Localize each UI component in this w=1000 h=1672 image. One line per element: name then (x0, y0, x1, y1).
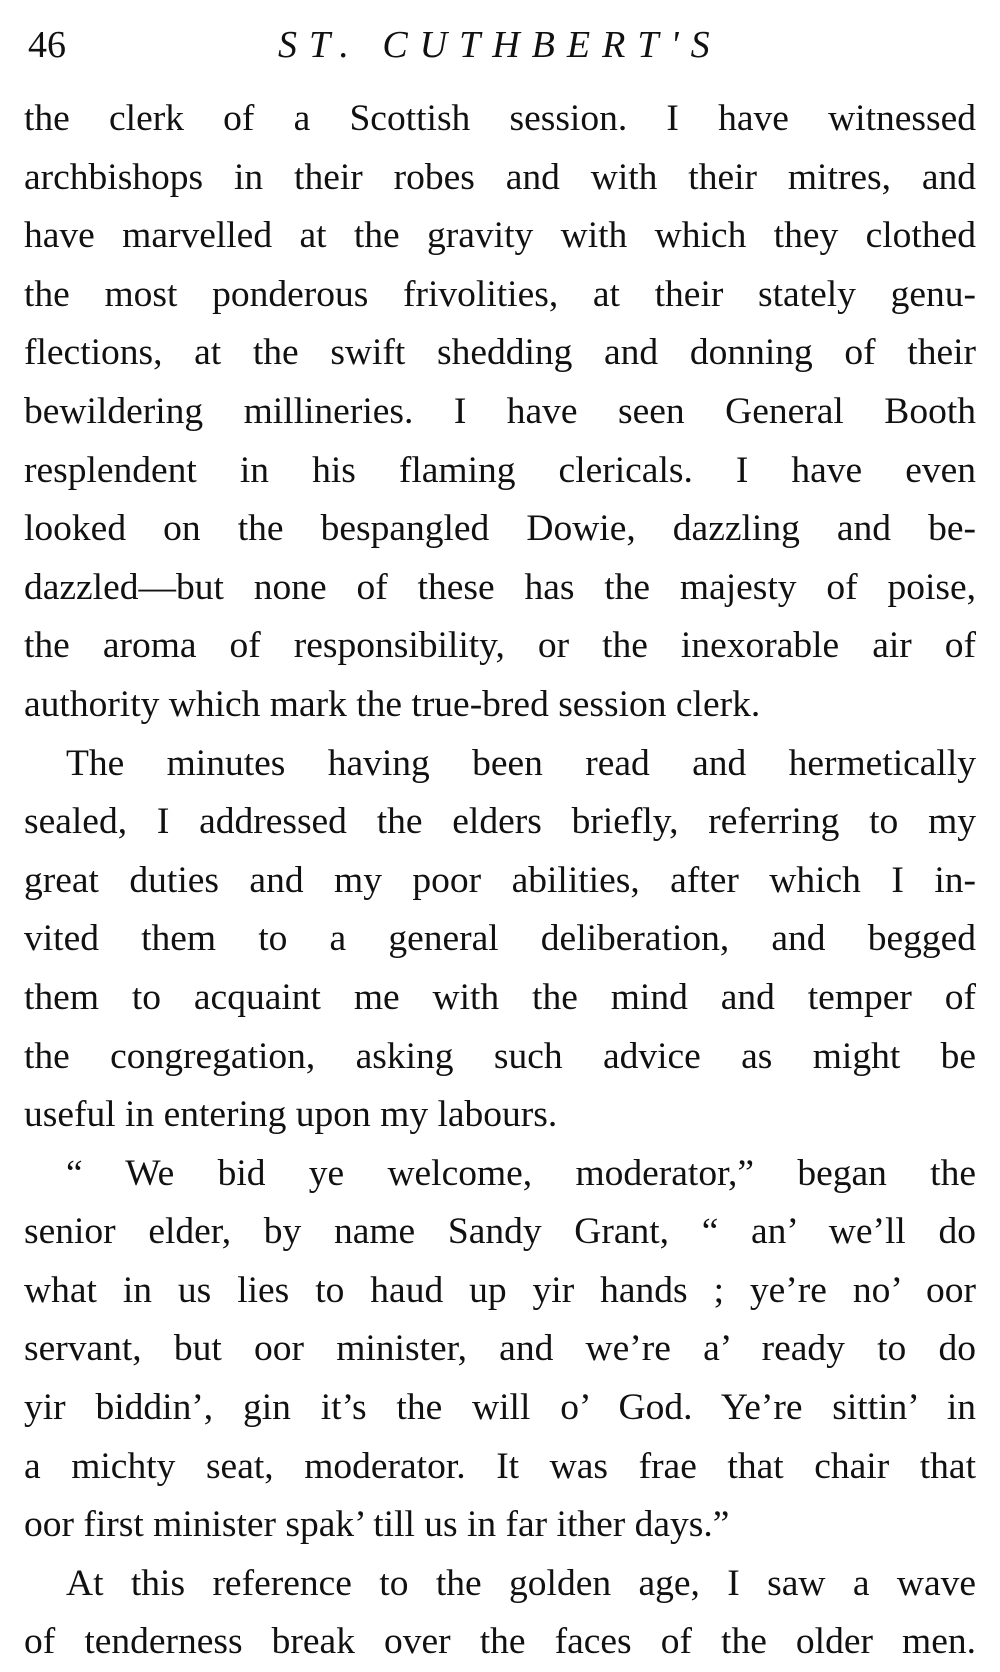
text-line-paragraph-end: authority which mark the true-bred session clerk. (24, 683, 761, 725)
text-line-paragraph-start: At this reference to the golden age, I saw a wave (66, 1562, 976, 1604)
text-line: dazzled—but none of these has the majesty of poise, (24, 566, 976, 608)
text-line: a michty seat, moderator. It was frae that chair that (24, 1445, 976, 1487)
text-line: servant, but oor minister, and we’re a’ ready to do (24, 1328, 976, 1370)
text-line-paragraph-end: oor first minister spak’ till us in far ither days.” (24, 1504, 730, 1546)
text-line: them to acquaint me with the mind and temper of (24, 976, 976, 1018)
text-line: the aroma of responsibility, or the inexorable air of (24, 625, 976, 667)
text-line: senior elder, by name Sandy Grant, “ an’ we’ll do (24, 1211, 976, 1253)
text-line: sealed, I addressed the elders briefly, referring to my (24, 801, 976, 843)
text-line: great duties and my poor abilities, after which I in- (24, 859, 976, 901)
text-line-paragraph-start: The minutes having been read and hermetically (66, 742, 976, 784)
text-line: looked on the bespangled Dowie, dazzling and be- (24, 508, 976, 550)
body-text (24, 90, 976, 1672)
text-line: the clerk of a Scottish session. I have witnessed (24, 98, 976, 139)
text-line-paragraph-end: useful in entering upon my labours. (24, 1094, 558, 1136)
text-line: vited them to a general deliberation, and begged (24, 918, 976, 960)
running-head (28, 14, 972, 74)
text-line: yir biddin’, gin it’s the will o’ God. Ye’re sittin’ in (24, 1387, 976, 1429)
text-line: of tenderness break over the faces of the older men. (24, 1621, 976, 1663)
text-line: bewildering millineries. I have seen General Booth (24, 390, 976, 432)
text-line: flections, at the swift shedding and donning of their (24, 332, 976, 374)
text-line: what in us lies to haud up yir hands ; ye’re no’ oor (24, 1269, 976, 1311)
text-line: archbishops in their robes and with their mitres, and (24, 156, 976, 198)
text-line: the most ponderous frivolities, at their stately genu- (24, 273, 976, 315)
text-line-paragraph-start: “ We bid ye welcome, moderator,” began the (66, 1152, 976, 1194)
text-line: the congregation, asking such advice as might be (24, 1035, 976, 1077)
running-title: ST. CUTHBERT'S (278, 24, 722, 66)
text-line: resplendent in his flaming clericals. I have even (24, 449, 976, 491)
text-line: have marvelled at the gravity with which they clothed (24, 215, 976, 257)
page-number: 46 (28, 24, 66, 66)
